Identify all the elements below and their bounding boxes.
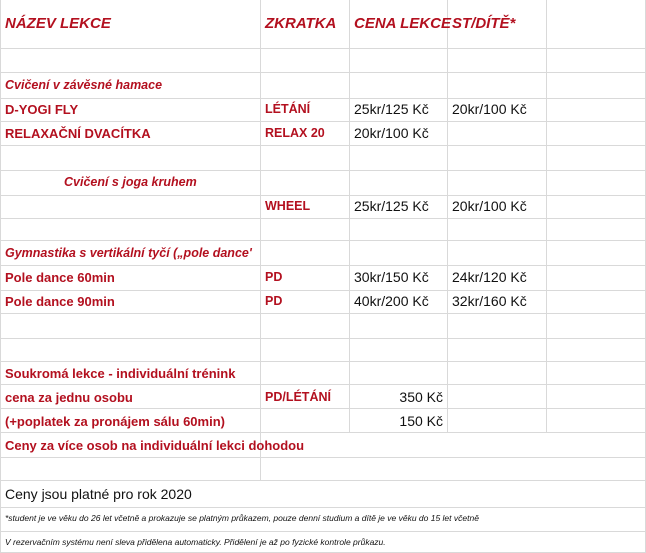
table-row-student-price: 20kr/100 Kč: [452, 198, 527, 214]
grid-line: [0, 48, 646, 49]
table-row-name: cena za jednu osobu: [5, 390, 133, 405]
grid-line: [0, 457, 646, 458]
grid-line: [0, 121, 646, 122]
grid-line: [0, 0, 1, 553]
section-title-kruh: Cvičení s joga kruhem: [64, 175, 197, 189]
table-row-price: 25kr/125 Kč: [354, 198, 429, 214]
column-header-student: ST/DÍTĚ*: [452, 15, 516, 32]
grid-line: [0, 195, 646, 196]
table-row-price: 25kr/125 Kč: [354, 101, 429, 117]
table-row-price: 30kr/150 Kč: [354, 269, 429, 285]
grid-line: [0, 72, 646, 73]
grid-line: [0, 480, 646, 481]
grid-line: [0, 240, 646, 241]
grid-line: [0, 170, 646, 171]
grid-line: [0, 313, 646, 314]
table-row-name: D-YOGI FLY: [5, 102, 79, 117]
table-row-code: LÉTÁNÍ: [265, 102, 311, 116]
table-row-price: 40kr/200 Kč: [354, 293, 429, 309]
section-title-privat: Soukromá lekce - individuální trénink: [5, 366, 236, 381]
grid-line: [0, 290, 646, 291]
table-row-code: PD: [265, 294, 283, 308]
table-row-code: RELAX 20: [265, 126, 325, 140]
table-row-code: PD/LÉTÁNÍ: [265, 390, 331, 404]
section-title-pole: Gymnastika s vertikální tyčí („pole dance': [5, 246, 252, 260]
grid-line: [0, 432, 646, 433]
column-header-zkratka: ZKRATKA: [265, 15, 337, 32]
grid-line: [0, 218, 646, 219]
grid-line: [0, 265, 646, 266]
table-row-student-price: 32kr/160 Kč: [452, 293, 527, 309]
grid-line: [0, 531, 646, 532]
table-row-code: WHEEL: [265, 199, 311, 213]
grid-line: [447, 0, 448, 432]
table-row-student-price: 24kr/120 Kč: [452, 269, 527, 285]
table-row-code: PD: [265, 270, 283, 284]
student-footnote: *student je ve věku do 26 let včetně a prokazuje se platným průkazem, pouze denní studium a dítě je ve věku do 15 let včetně: [5, 513, 479, 523]
section-title-hamaka: Cvičení v závěsné hamace: [5, 78, 163, 92]
validity-note: Ceny jsou platné pro rok 2020: [5, 486, 192, 502]
table-row-name: RELAXAČNÍ DVACÍTKA: [5, 126, 151, 141]
table-row-student-price: 20kr/100 Kč: [452, 101, 527, 117]
column-header-cena: CENA LEKCE: [354, 15, 451, 32]
grid-line: [0, 98, 646, 99]
grid-line: [0, 361, 646, 362]
table-row-price: 150 Kč: [399, 413, 443, 429]
table-row-price: 350 Kč: [399, 389, 443, 405]
grid-line: [349, 0, 350, 432]
grid-line: [0, 384, 646, 385]
table-row-name: Pole dance 60min: [5, 270, 115, 285]
grid-line: [0, 507, 646, 508]
table-row-name: (+poplatek za pronájem sálu 60min): [5, 414, 225, 429]
private-lesson-note: Ceny za více osob na individuální lekci dohodou: [5, 438, 305, 453]
grid-line: [0, 338, 646, 339]
table-row-price: 20kr/100 Kč: [354, 125, 429, 141]
grid-line: [0, 408, 646, 409]
column-header-nazev: NÁZEV LEKCE: [5, 15, 111, 32]
discount-footnote: V rezervačním systému není sleva přidělena automaticky. Přidělení je až po fyzické kontrole průkazu.: [5, 537, 386, 547]
grid-line: [546, 0, 547, 432]
grid-line: [0, 145, 646, 146]
table-row-name: Pole dance 90min: [5, 294, 115, 309]
